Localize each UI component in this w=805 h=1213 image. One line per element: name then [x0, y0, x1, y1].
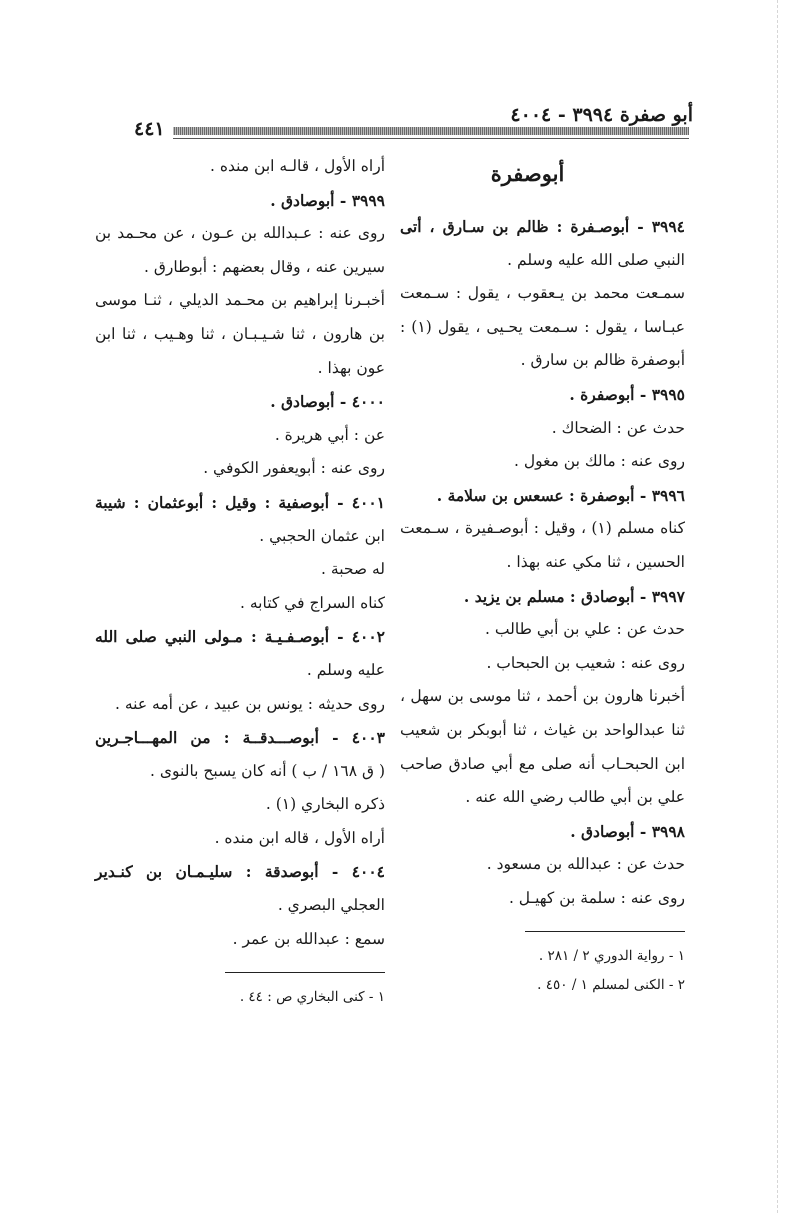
text-line: سمـعت محمد بن يـعقوب ، يقول : سـمعت — [400, 284, 685, 303]
text-line: ( ق ١٦٨ / ب ) أنه كان يسبح بالنوى . — [150, 761, 385, 780]
footnote: ٢ - الكنى لمسلم ١ / ٤٥٠ . — [537, 977, 685, 994]
text-line: أخبرنا هارون بن أحمد ، ثنا موسى بن سهل ، — [400, 687, 685, 706]
text-line: روى عنه : أبويعفور الكوفي . — [203, 459, 385, 478]
footnote-rule — [525, 931, 685, 932]
text-line: عليه وسلم . — [306, 660, 385, 679]
entry-heading-line: ٤٠٠٤ - أبوصدقة : سليـمـان بن كنـدير — [95, 862, 385, 882]
text-line: كناه السراج في كتابه . — [240, 593, 385, 612]
entry-heading-line: ٣٩٩٦ - أبوصفرة : عسعس بن سلامة . — [436, 485, 685, 505]
text-line: له صحبة . — [321, 560, 385, 579]
text-line: ابن عثمان الحجبي . — [259, 526, 385, 545]
right-column-footnotes — [400, 942, 685, 1000]
text-line: روى عنه : سلمة بن كهيـل . — [508, 888, 685, 907]
text-line: عبـاسا ، يقول : سـمعت يحـيى ، يقول (١) : — [400, 317, 685, 336]
header-rule-line — [114, 138, 689, 139]
right-column-text — [400, 210, 685, 915]
text-line: حدث عن : علي بن أبي طالب . — [485, 620, 685, 639]
text-line: العجلي البصري . — [277, 896, 385, 915]
footnote: ١ - رواية الدوري ٢ / ٢٨١ . — [538, 948, 685, 965]
entry-heading-line: ٣٩٩٨ - أبوصادق . — [570, 821, 685, 841]
text-line: أراه الأول ، قاله ابن منده . — [214, 828, 385, 847]
text-line: ابن الحبحـاب أنه صلى مع أبي صادق صاحب — [400, 754, 685, 773]
text-line: أراه الأول ، قالـه ابن منده . — [210, 157, 385, 175]
text-line: عن : أبي هريرة . — [274, 425, 385, 444]
page-edge-line — [777, 0, 778, 1213]
text-line: روى عنه : مالك بن مغول . — [513, 452, 685, 471]
text-line: أخبـرنا إبراهيم بن محـمد الديلي ، ثنـا موسى — [95, 291, 385, 310]
text-line: النبي صلى الله عليه وسلم . — [507, 250, 685, 269]
entry-heading-line: ٤٠٠٠ - أبوصادق . — [270, 392, 385, 412]
page-number: ٤٤١ — [114, 118, 173, 140]
text-line: الحسين ، ثنا مكي عنه بهذا . — [506, 552, 685, 571]
text-line: روى عنه : عـبدالله بن عـون ، عن محـمد بن — [95, 224, 385, 243]
entry-heading-line: ٣٩٩٩ - أبوصادق . — [270, 190, 385, 210]
text-line: ثنا عبدالواحد بن غياث ، ثنا أبوبكر بن شعيب — [400, 720, 685, 739]
entry-heading-line: ٣٩٩٥ - أبوصفرة . — [569, 384, 685, 404]
left-column — [95, 150, 385, 1012]
text-line: بن هارون ، ثنا شـيـبـان ، ثنا وهـيب ، ثنا ابن — [95, 324, 385, 343]
left-column-footnotes — [95, 983, 385, 1012]
text-line: كناه مسلم (١) ، وقيل : أبوصـفيرة ، سـمعت — [400, 519, 685, 538]
entry-heading-line: ٣٩٩٤ - أبوصـفرة : ظالم بن سـارق ، أتى — [400, 217, 685, 236]
text-line: أبوصفرة ظالم بن سارق . — [520, 351, 685, 370]
text-line: روى عنه : شعيب بن الحبحاب . — [486, 653, 685, 672]
text-line: روى حديثه : يونس بن عبيد ، عن أمه عنه . — [115, 694, 385, 713]
entry-heading-line: ٤٠٠١ - أبوصفية : وقيل : أبوعثمان : شيبة — [95, 492, 385, 512]
entry-heading-line: ٣٩٩٧ - أبوصادق : مسلم بن يزيد . — [463, 586, 685, 606]
running-title: أبو صفرة ٣٩٩٤ - ٤٠٠٤ — [510, 104, 693, 126]
entry-heading-line: ٤٠٠٢ - أبوصـفـيـة : مـولى النبي صلى الله — [95, 627, 385, 647]
text-line: سيرين عنه ، وقال بعضهم : أبوطارق . — [144, 257, 385, 276]
text-line: ذكره البخاري (١) . — [265, 795, 385, 814]
right-column — [400, 150, 685, 1000]
footnote: ١ - كنى البخاري ص : ٤٤ . — [239, 989, 385, 1006]
footnote-rule — [225, 972, 385, 973]
entry-heading-line: ٤٠٠٣ - أبوصـــدقــة : من المهـــاجـرين — [95, 728, 385, 748]
left-column-text — [95, 150, 385, 956]
section-title: أبوصفرة — [490, 161, 565, 186]
text-line: حدث عن : الضحاك . — [551, 418, 685, 437]
text-line: عون بهذا . — [317, 358, 385, 377]
text-line: حدث عن : عبدالله بن مسعود . — [486, 855, 685, 874]
text-line: علي بن أبي طالب رضي الله عنه . — [465, 788, 685, 807]
header-ornamental-rule — [114, 127, 689, 135]
section-spacer — [400, 198, 685, 210]
text-line: سمع : عبدالله بن عمر . — [232, 929, 385, 948]
